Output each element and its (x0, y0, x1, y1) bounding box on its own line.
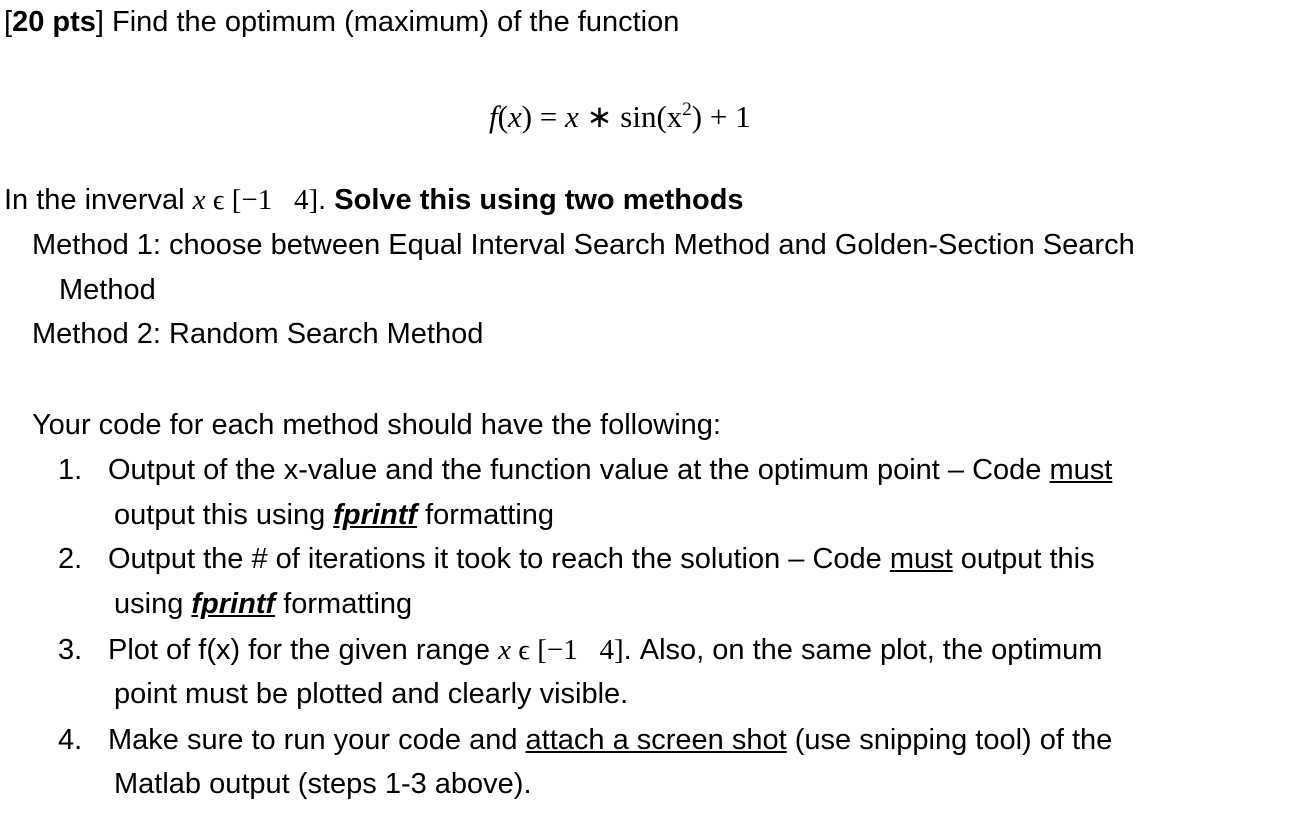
interval-x: x (192, 184, 206, 216)
method-1-line-1: Method 1: choose between Equal Interval Search Method and Golden-Section Search (32, 229, 1135, 261)
problem-header (4, 4, 679, 40)
item-2-text-d: formatting (275, 588, 413, 620)
list-number-1: 1. (58, 454, 83, 486)
list-item-4-line-1 (58, 722, 1112, 758)
item-1-text-c: formatting (417, 499, 555, 531)
item-1-fprintf: fprintf (333, 499, 418, 531)
header-text: ] Find the optimum (maximum) of the function (95, 6, 680, 38)
eq-lparen: ( (497, 99, 508, 134)
item-4-text-b: (use snipping tool) of the (786, 724, 1113, 756)
requirements-intro: Your code for each method should have the following: (32, 409, 721, 441)
interval-epsilon: ϵ (205, 184, 232, 216)
item-2-text-b: output this (952, 543, 1095, 575)
item-2-text-c: using (114, 588, 192, 620)
item-3-x: x (498, 634, 511, 666)
eq-exponent: 2 (682, 99, 692, 120)
interval-period: . (318, 184, 335, 216)
points-label: 20 pts (12, 6, 96, 38)
eq-x2: x (565, 99, 579, 134)
item-1-text-a: Output of the x-value and the function value at the optimum point – Code (108, 454, 1050, 486)
interval-range: [−1 4] (231, 184, 319, 216)
eq-f: f (489, 99, 498, 134)
list-item-1-line-2 (114, 497, 554, 533)
list-number-4: 4. (58, 724, 83, 756)
eq-star: ∗ (578, 99, 621, 134)
method-2: Method 2: Random Search Method (32, 318, 484, 350)
method-1-line-2: Method (59, 274, 156, 306)
list-number-3: 3. (58, 634, 83, 666)
list-item-1-line-1 (58, 452, 1112, 488)
list-item-4-line-2: Matlab output (steps 1-3 above). (114, 768, 532, 800)
bracket-open: [ (4, 6, 13, 38)
list-number-2: 2. (58, 543, 83, 575)
item-1-must: must (1049, 454, 1113, 486)
item-4-text-a: Make sure to run your code and (108, 724, 526, 756)
item-1-text-b: output this using (114, 499, 334, 531)
list-item-3-line-1 (58, 632, 1102, 668)
interval-prefix: In the inverval (4, 184, 193, 216)
interval-line (4, 182, 744, 218)
list-item-2-line-1 (58, 541, 1095, 577)
item-3-range: [−1 4] (537, 634, 624, 666)
function-equation (489, 92, 751, 135)
item-3-text-a: Plot of f(x) for the given range (108, 634, 499, 666)
eq-sin: sin(x (620, 99, 683, 134)
list-item-2-line-2 (114, 586, 412, 622)
eq-rparen: ) (521, 99, 533, 134)
eq-x1: x (507, 99, 522, 134)
list-item-3-line-2: point must be plotted and clearly visible. (114, 678, 629, 710)
item-4-underlined-text: attach a screen shot (525, 724, 787, 756)
item-2-fprintf: fprintf (191, 588, 276, 620)
item-2-must: must (889, 543, 953, 575)
item-3-epsilon: ϵ (510, 634, 538, 666)
eq-equals: = (532, 99, 566, 134)
item-3-text-b: . Also, on the same plot, the optimum (623, 634, 1103, 666)
interval-instruction: Solve this using two methods (334, 184, 744, 216)
eq-tail: ) + 1 (691, 99, 751, 134)
item-2-text-a: Output the # of iterations it took to reach the solution – Code (108, 543, 890, 575)
